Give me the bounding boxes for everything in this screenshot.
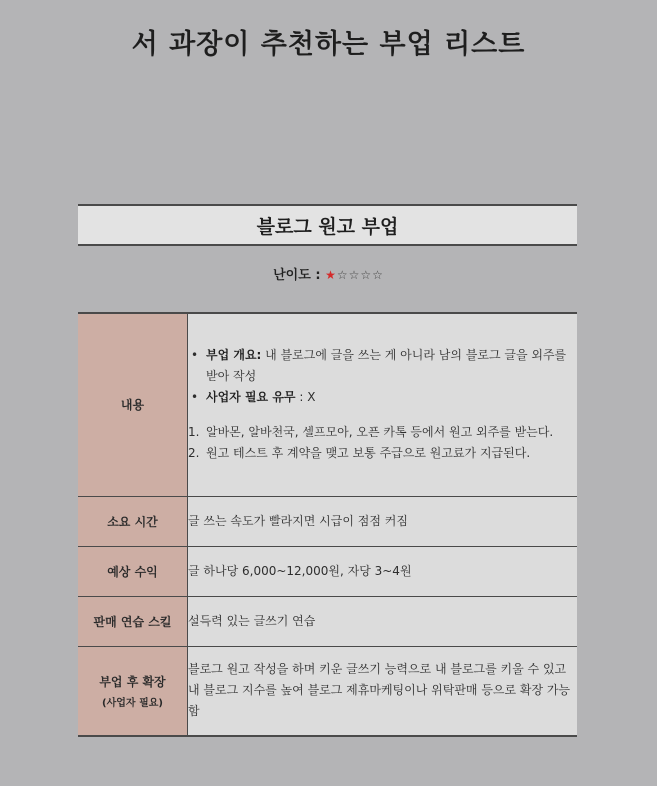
bullet-text: 내 블로그에 글을 쓰는 게 아니라 남의 블로그 글을 외주를 받아 작성 bbox=[206, 348, 567, 384]
table-row-expand bbox=[78, 646, 577, 736]
list-item bbox=[188, 345, 577, 387]
row-content-time: 글 쓰는 속도가 빨라지면 시급이 점점 커짐 bbox=[188, 496, 578, 546]
row-content-income: 글 하나당 6,000~12,000원, 자당 3~4원 bbox=[188, 546, 578, 596]
row-label-content: 내용 bbox=[78, 313, 188, 496]
step-text: 원고 테스트 후 계약을 맺고 보통 주급으로 원고료가 지급된다. bbox=[206, 446, 531, 461]
table-row-skill bbox=[78, 596, 577, 646]
bullet-text: : X bbox=[295, 390, 316, 405]
step-number: 1. bbox=[188, 425, 200, 440]
table-row-content bbox=[78, 313, 577, 496]
bullet-key: 부업 개요: bbox=[206, 348, 262, 363]
overview-bullets bbox=[188, 345, 577, 408]
bullet-key: 사업자 필요 유무 bbox=[206, 390, 296, 405]
row-label-time: 소요 시간 bbox=[78, 496, 188, 546]
row-content-expand: 블로그 원고 작성을 하며 키운 글쓰기 능력으로 내 블로그를 키울 수 있고 내 블로그 지수를 높여 블로그 제휴마케팅이나 위탁판매 등으로 확장 가능함 bbox=[188, 646, 578, 736]
table-row-income bbox=[78, 546, 577, 596]
side-job-info-table bbox=[78, 312, 577, 737]
list-item bbox=[188, 422, 577, 443]
difficulty-rating bbox=[0, 264, 657, 283]
process-steps bbox=[188, 422, 577, 464]
star-filled-icon: ★ bbox=[325, 268, 337, 282]
star-empty-icon: ☆☆☆☆ bbox=[336, 268, 384, 282]
row-content-details bbox=[188, 313, 578, 496]
row-label-income: 예상 수익 bbox=[78, 546, 188, 596]
step-text: 알바몬, 알바천국, 셀프모아, 오픈 카톡 등에서 원고 외주를 받는다. bbox=[206, 425, 554, 440]
step-number: 2. bbox=[188, 446, 200, 461]
table-row-time bbox=[78, 496, 577, 546]
expand-sublabel: (사업자 필요) bbox=[102, 697, 163, 709]
row-content-skill: 설득력 있는 글쓰기 연습 bbox=[188, 596, 578, 646]
star-rating bbox=[325, 268, 384, 282]
page-title: 서 과장이 추천하는 부업 리스트 bbox=[131, 29, 526, 60]
row-label-expand bbox=[78, 646, 188, 736]
difficulty-label: 난이도 : bbox=[273, 268, 321, 283]
expand-label: 부업 후 확장 bbox=[99, 674, 166, 689]
row-label-skill: 판매 연습 스킬 bbox=[78, 596, 188, 646]
list-item bbox=[188, 387, 577, 408]
list-item bbox=[188, 443, 577, 464]
card-title: 블로그 원고 부업 bbox=[78, 204, 577, 246]
